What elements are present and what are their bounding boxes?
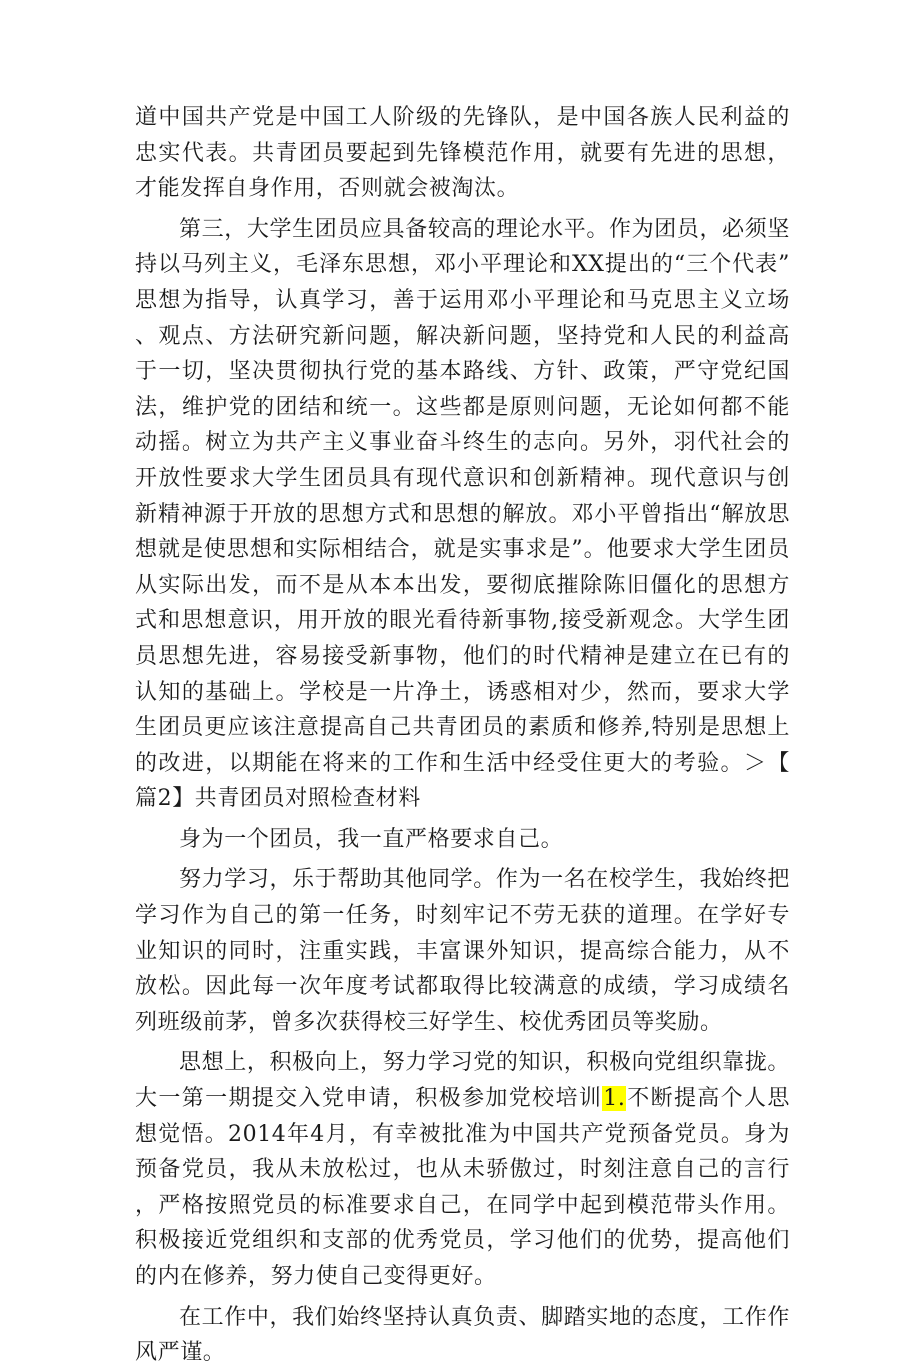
paragraph-4: 努力学习，乐于帮助其他同学。作为一名在校学生，我始终把学习作为自己的第一任务，时刻牢记不劳无获的道理。在学好专业知识的同时，注重实践，丰富课外知识，提高综合能力，从不放松。因此每一次年度考试都取得比较满意的成绩，学习成绩名列班级前茅，曾多次获得校三好学生、校优秀团员等奖励。: [135, 867, 790, 1035]
paragraph-3: 身为一个团员，我一直严格要求自己。: [179, 826, 564, 852]
document-body: [135, 100, 790, 1371]
highlighted-number: 1.: [603, 1086, 626, 1112]
paragraph-5-text-after: 不断提高个人思想觉悟。2014年4月，有幸被批准为中国共产党预备党员。身为预备党员，我从未放松过，也从未骄傲过，时刻注意自己的言行，严格按照党员的标准要求自己，在同学中起到模范带头作用。积极接近党组织和支部的优秀党员，学习他们的优势，提高他们的内在修养，努力使自己变得更好。: [135, 1086, 790, 1289]
paragraph-6: 在工作中，我们始终坚持认真负责、脚踏实地的态度，工作作风严谨。: [135, 1304, 790, 1366]
paragraph-2: 第三，大学生团员应具备较高的理论水平。作为团员，必须坚持以马列主义，毛泽东思想，邓小平理论和XX提出的“三个代表”思想为指导，认真学习，善于运用邓小平理论和马克思主义立场、观点、方法研究新问题，解决新问题，坚持党和人民的利益高于一切，坚决贯彻执行党的基本路线、方针、政策，严守党纪国法，维护党的团结和统一。这些都是原则问题，无论如何都不能动摇。树立为共产主义事业奋斗终生的志向。另外，羽代社会的开放性要求大学生团员具有现代意识和创新精神。现代意识与创新精神源于开放的思想方式和思想的解放。邓小平曾指出“解放思想就是使思想和实际相结合，就是实事求是”。他要求大学生团员从实际出发，而不是从本本出发，要彻底摧除陈旧僵化的思想方式和思想意识，用开放的眼光看待新事物,接受新观念。大学生团员思想先进，容易接受新事物，他们的时代精神是建立在已有的认知的基础上。学校是一片净土，诱惑相对少，然而，要求大学生团员更应该注意提高自己共青团员的素质和修养,特别是思想上的改进，以期能在将来的工作和生活中经受住更大的考验。＞【篇2】共青团员对照检查材料: [135, 216, 790, 812]
paragraph-5: [135, 1045, 790, 1294]
paragraph-1: 道中国共产党是中国工人阶级的先锋队，是中国各族人民利益的忠实代表。共青团员要起到先锋模范作用，就要有先进的思想，才能发挥自身作用，否则就会被淘汰。: [135, 105, 790, 202]
paragraph-5-text-before: 思想上，积极向上，努力学习党的知识，积极向党组织靠拢。大一第一期提交入党申请，积极参加党校培训: [135, 1050, 790, 1112]
